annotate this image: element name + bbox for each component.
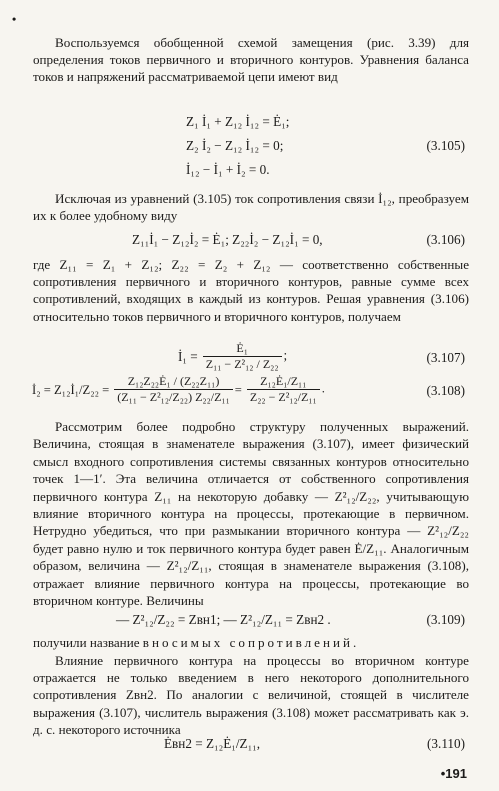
- paragraph-named-prefix: получили название: [33, 635, 140, 650]
- equation-3-105-line-3-text: İ₁₂ − İ₁ + İ₂ = 0.: [186, 162, 270, 177]
- equation-3-107-fraction: [203, 342, 282, 371]
- equation-number-3-109: (3.109): [426, 612, 465, 627]
- equation-number-3-107: (3.107): [426, 350, 465, 365]
- equation-3-107-lhs: İ₁ =: [178, 348, 198, 364]
- equation-3-109-text: — Z²₁₂/Z₂₂ = Zвн1; — Z²₁₂/Z₁₁ = Zвн2 .: [116, 612, 331, 627]
- equation-3-107-numerator: Ė₁: [203, 342, 282, 357]
- equation-3-107-denominator: Z₁₁ − Z²₁₂ / Z₂₂: [205, 357, 279, 371]
- equation-number-3-108: (3.108): [426, 383, 465, 398]
- paragraph-named: [33, 634, 469, 651]
- equation-3-107-expr: [178, 342, 287, 371]
- equation-number-3-105: (3.105): [426, 138, 465, 153]
- equation-3-108-expr: [32, 375, 325, 404]
- equation-3-105-line-1-text: Z₁ İ₁ + Z₁₂ İ₁₂ = Ė₁;: [186, 114, 290, 129]
- equation-3-108-lhs: İ₂ = Z₁₂İ₁/Z₂₂ =: [32, 382, 110, 397]
- equation-3-108-fraction-2: [247, 375, 320, 404]
- equation-3-110-text: Ėвн2 = Z₁₂Ė₁/Z₁₁,: [164, 736, 261, 751]
- equation-3-108-fraction-2-denominator: Z₂₂ − Z²₁₂/Z₁₁: [249, 390, 317, 404]
- corner-mark: •: [12, 12, 17, 26]
- equation-3-106-text: Z₁₁İ₁ − Z₁₂İ₂ = Ė₁; Z₂₂İ₂ − Z₁₂İ₁ = 0,: [132, 232, 323, 247]
- equation-3-108-tail: .: [321, 381, 325, 396]
- paragraph-influence: Влияние первичного контура на процессы во вторичном контуре отражается не только введением в него некоторого дополнительного сопротивления Zвн2. По аналогии с величиной, стоящей в числителе выражения (3.107), числитель выражения (3.108) может рассматривать как э. д. с. некоторого источника: [33, 653, 469, 737]
- paragraph-analysis: Рассмотрим более подробно структуру полученных выражений. Величина, стоящая в знаменателе выражения (3.107), имеет физический смысл входного сопротивления системы связанных контуров относительно точек 1—1′. Эта величина отличается от собственного сопротивления первичного контура Z₁₁ на некоторую добавку — Z²₁₂/Z₂₂, учитывающую влияние вторичного контура на процессы, протекающие в первичном. Нетрудно убедиться, что при размыкании вторичного контура — Z²₁₂/Z₂₂ будет равно нулю и ток первичного контура будет равен Ė/Z₁₁. Аналогичным образом, величина — Z²₁₂/Z₁₁, стоящая в знаменателе выражения (3.108), отражает влияние первичного контура на процессы, протекающие во вторичном контуре. Величины: [33, 419, 469, 609]
- equation-number-3-110: (3.110): [427, 736, 465, 751]
- equation-3-108-fraction-2-numerator: Z₁₂Ė₁/Z₁₁: [247, 375, 320, 390]
- equation-number-3-106: (3.106): [426, 232, 465, 247]
- page-number: •191: [440, 766, 467, 781]
- equation-3-105-line-2-text: Z₂ İ₂ − Z₁₂ İ₁₂ = 0;: [186, 138, 284, 153]
- equation-3-108-fraction-1-numerator: Z₁₂Z₂₂Ė₁ / (Z₂₂Z₁₁): [114, 375, 233, 390]
- equation-3-107-tail: ;: [283, 347, 288, 363]
- paragraph-exclusion: Исключая из уравнений (3.105) ток сопротивления связи İ₁₂, преобразуем их к более удобному виду: [33, 191, 469, 224]
- equation-3-108-fraction-1: [114, 375, 233, 404]
- paragraph-definitions: где Z₁₁ = Z₁ + Z₁₂; Z₂₂ = Z₂ + Z₁₂ — соответственно собственные сопротивления первичного и вторичного контуров, равные сумме всех сопротивлений, входящих в каждый из контуров. Решая уравнения (3.106) относительно токов первичного и вторичного контуров, получаем: [33, 257, 469, 324]
- equation-3-108-fraction-1-denominator: (Z₁₁ − Z²₁₂/Z₂₂) Z₂₂/Z₁₁: [117, 390, 230, 404]
- equation-3-108-equals: =: [234, 382, 242, 397]
- term-introduced-resistances: вносимых сопротивлений.: [142, 635, 360, 650]
- paragraph-intro: Воспользуемся обобщенной схемой замещения (рис. 3.39) для определения токов первичного и вторичного контуров. Уравнения баланса токов и напряжений рассматриваемой цепи имеют вид: [33, 35, 469, 85]
